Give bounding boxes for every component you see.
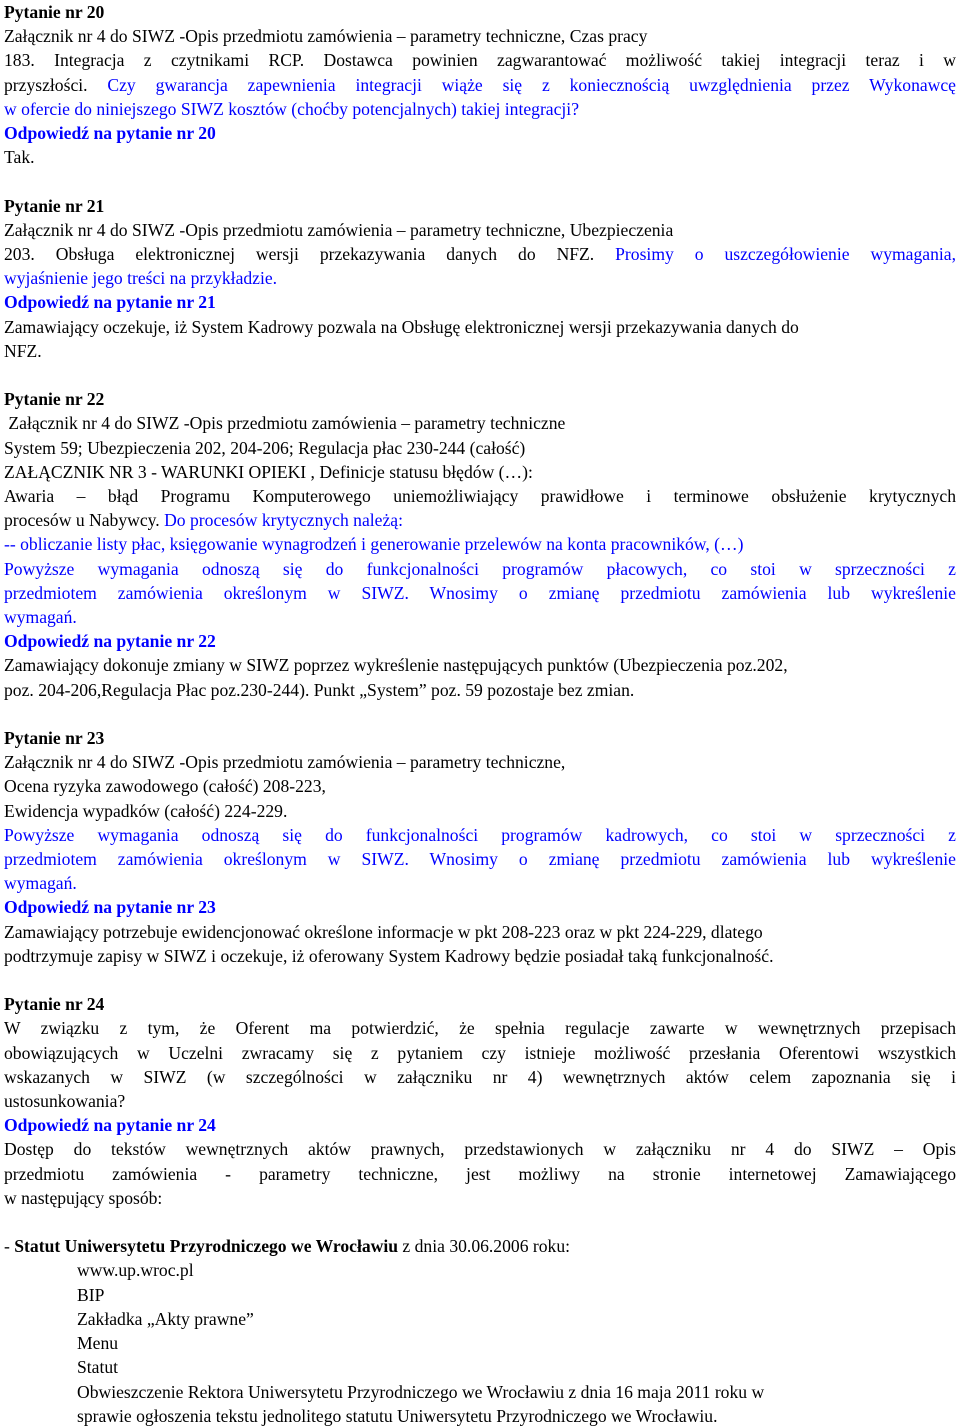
question-22-line-5 (4, 508, 956, 532)
path-item-website: www.up.wroc.pl (77, 1260, 194, 1281)
question-21-line-3: wyjaśnienie jego treści na przykładzie. (4, 268, 278, 289)
obwieszczenie-line-1: Obwieszczenie Rektora Uniwersytetu Przyrodniczego we Wrocławiu z dnia 16 maja 2011 roku w (77, 1381, 765, 1402)
question-22-line-4: Awaria – błąd Programu Komputerowego uniemożliwiający prawidłowe i terminowe obsłużenie krytycznych (4, 486, 956, 507)
question-23-line-3: Ewidencja wypadków (całość) 224-229. (4, 800, 288, 821)
question-23-line-2: Ocena ryzyka zawodowego (całość) 208-223, (4, 776, 326, 797)
question-23-line-6: wymagań. (4, 873, 77, 894)
question-22-line-5a: procesów u Nabywcy. (4, 510, 160, 531)
question-23-title: Pytanie nr 23 (4, 728, 105, 749)
answer-22-line-2: poz. 204-206,Regulacja Płac poz.230-244). Punkt „System” poz. 59 pozostaje bez zmian. (4, 679, 635, 700)
answer-24-line-1: Dostęp do tekstów wewnętrznych aktów prawnych, przedstawionych w załączniku nr 4 do SIWZ – Opis (4, 1139, 956, 1160)
statut-dash: - (4, 1236, 15, 1257)
path-item-akty-prawne: Zakładka „Akty prawne” (77, 1308, 254, 1329)
answer-24-title: Odpowiedź na pytanie nr 24 (4, 1115, 216, 1136)
statut-date: z dnia 30.06.2006 roku: (398, 1236, 571, 1257)
answer-23-line-1: Zamawiający potrzebuje ewidencjonować określone informacje w pkt 208-223 oraz w pkt 224-229, dlatego (4, 921, 763, 942)
question-22-line-1: Załącznik nr 4 do SIWZ -Opis przedmiotu zamówienia – parametry techniczne (4, 413, 566, 434)
question-24-line-4: ustosunkowania? (4, 1091, 126, 1112)
question-20-line-3a: przyszłości. (4, 74, 88, 95)
question-22-line-6: -- obliczanie listy płac, księgowanie wynagrodzeń i generowanie przelewów na konta pracowników, (…) (4, 534, 744, 555)
question-23-line-4: Powyższe wymagania odnoszą się do funkcjonalności programów kadrowych, co stoi w sprzeczności z (4, 824, 956, 845)
question-20-line-3 (4, 73, 956, 97)
answer-21-line-1: Zamawiający oczekuje, iż System Kadrowy pozwala na Obsługę elektronicznej wersji przekazywania danych do (4, 316, 799, 337)
question-21-title: Pytanie nr 21 (4, 195, 105, 216)
question-20-line-4: w ofercie do niniejszego SIWZ kosztów (choćby potencjalnych) takiej integracji? (4, 98, 580, 119)
question-21-line-2a: 203. (4, 244, 35, 265)
answer-20-title: Odpowiedź na pytanie nr 20 (4, 123, 216, 144)
answer-24-line-2: przedmiotu zamówienia - parametry techniczne, jest możliwy na stronie internetowej Zamawiającego (4, 1163, 956, 1184)
question-21-line-1: Załącznik nr 4 do SIWZ -Opis przedmiotu zamówienia – parametry techniczne, Ubezpieczenia (4, 219, 674, 240)
path-item-bip: BIP (77, 1284, 105, 1305)
question-23-line-5: przedmiotem zamówienia określonym w SIWZ. Wnosimy o zmianę przedmiotu zamówienia lub wykreślenie (4, 849, 956, 870)
answer-23-line-2: podtrzymuje zapisy w SIWZ i oczekuje, iż oferowany System Kadrowy będzie posiadał taką funkcjonalność. (4, 945, 774, 966)
question-21-line-2 (4, 242, 956, 266)
question-21-line-2c: Prosimy o uszczegółowienie wymagania, (594, 244, 956, 265)
answer-23-title: Odpowiedź na pytanie nr 23 (4, 897, 216, 918)
question-20-title: Pytanie nr 20 (4, 2, 105, 22)
question-22-line-2: System 59; Ubezpieczenia 202, 204-206; Regulacja płac 230-244 (całość) (4, 437, 526, 458)
question-24-line-1: W związku z tym, że Oferent ma potwierdzić, że spełnia regulacje zawarte w wewnętrznych przepisach (4, 1018, 956, 1039)
path-item-menu: Menu (77, 1333, 119, 1354)
question-22-title: Pytanie nr 22 (4, 389, 105, 410)
answer-20-text: Tak. (4, 147, 35, 168)
question-22-line-9: wymagań. (4, 607, 77, 628)
question-20-line-1: Załącznik nr 4 do SIWZ -Opis przedmiotu zamówienia – parametry techniczne, Czas pracy (4, 26, 648, 47)
question-22-line-5b: Do procesów krytycznych należą: (159, 510, 403, 531)
obwieszczenie-line-2: sprawie ogłoszenia tekstu jednolitego statutu Uniwersytetu Przyrodniczego we Wrocławiu. (77, 1405, 718, 1426)
question-24-line-3: wskazanych w SIWZ (w szczególności w załączniku nr 4) wewnętrznych aktów celem zapoznania się i (4, 1066, 956, 1087)
answer-22-line-1: Zamawiający dokonuje zmiany w SIWZ poprzez wykreślenie następujących punktów (Ubezpieczenia poz.202, (4, 655, 788, 676)
question-22-line-8: przedmiotem zamówienia określonym w SIWZ. Wnosimy o zmianę przedmiotu zamówienia lub wykreślenie (4, 582, 956, 603)
question-24-line-2: obowiązujących w Uczelni zwracamy się z pytaniem czy istnieje możliwość przesłania Oferentowi wszystkich (4, 1042, 956, 1063)
question-20-line-2: 183. Integracja z czytnikami RCP. Dostawca powinien zagwarantować możliwość takiej integracji teraz i w (4, 50, 956, 71)
statut-title: Statut Uniwersytetu Przyrodniczego we Wrocławiu (14, 1236, 399, 1257)
question-22-line-3: ZAŁĄCZNIK NR 3 - WARUNKI OPIEKI , Definicje statusu błędów (…): (4, 461, 533, 482)
answer-22-title: Odpowiedź na pytanie nr 22 (4, 631, 216, 652)
question-22-line-7: Powyższe wymagania odnoszą się do funkcjonalności programów płacowych, co stoi w sprzeczności z (4, 558, 956, 579)
statut-line (4, 1234, 956, 1258)
question-23-line-1: Załącznik nr 4 do SIWZ -Opis przedmiotu zamówienia – parametry techniczne, (4, 752, 566, 773)
answer-21-line-2: NFZ. (4, 340, 42, 361)
answer-24-line-3: w następujący sposób: (4, 1187, 163, 1208)
path-item-statut: Statut (77, 1357, 119, 1378)
answer-21-title: Odpowiedź na pytanie nr 21 (4, 292, 216, 313)
question-20-line-3b: Czy gwarancja zapewnienia integracji wiąże się z koniecznością uwzględnienia przez Wykonawcę (87, 74, 956, 95)
question-24-title: Pytanie nr 24 (4, 994, 105, 1015)
question-21-line-2b: Obsługa elektronicznej wersji przekazywania danych do NFZ. (34, 244, 595, 265)
